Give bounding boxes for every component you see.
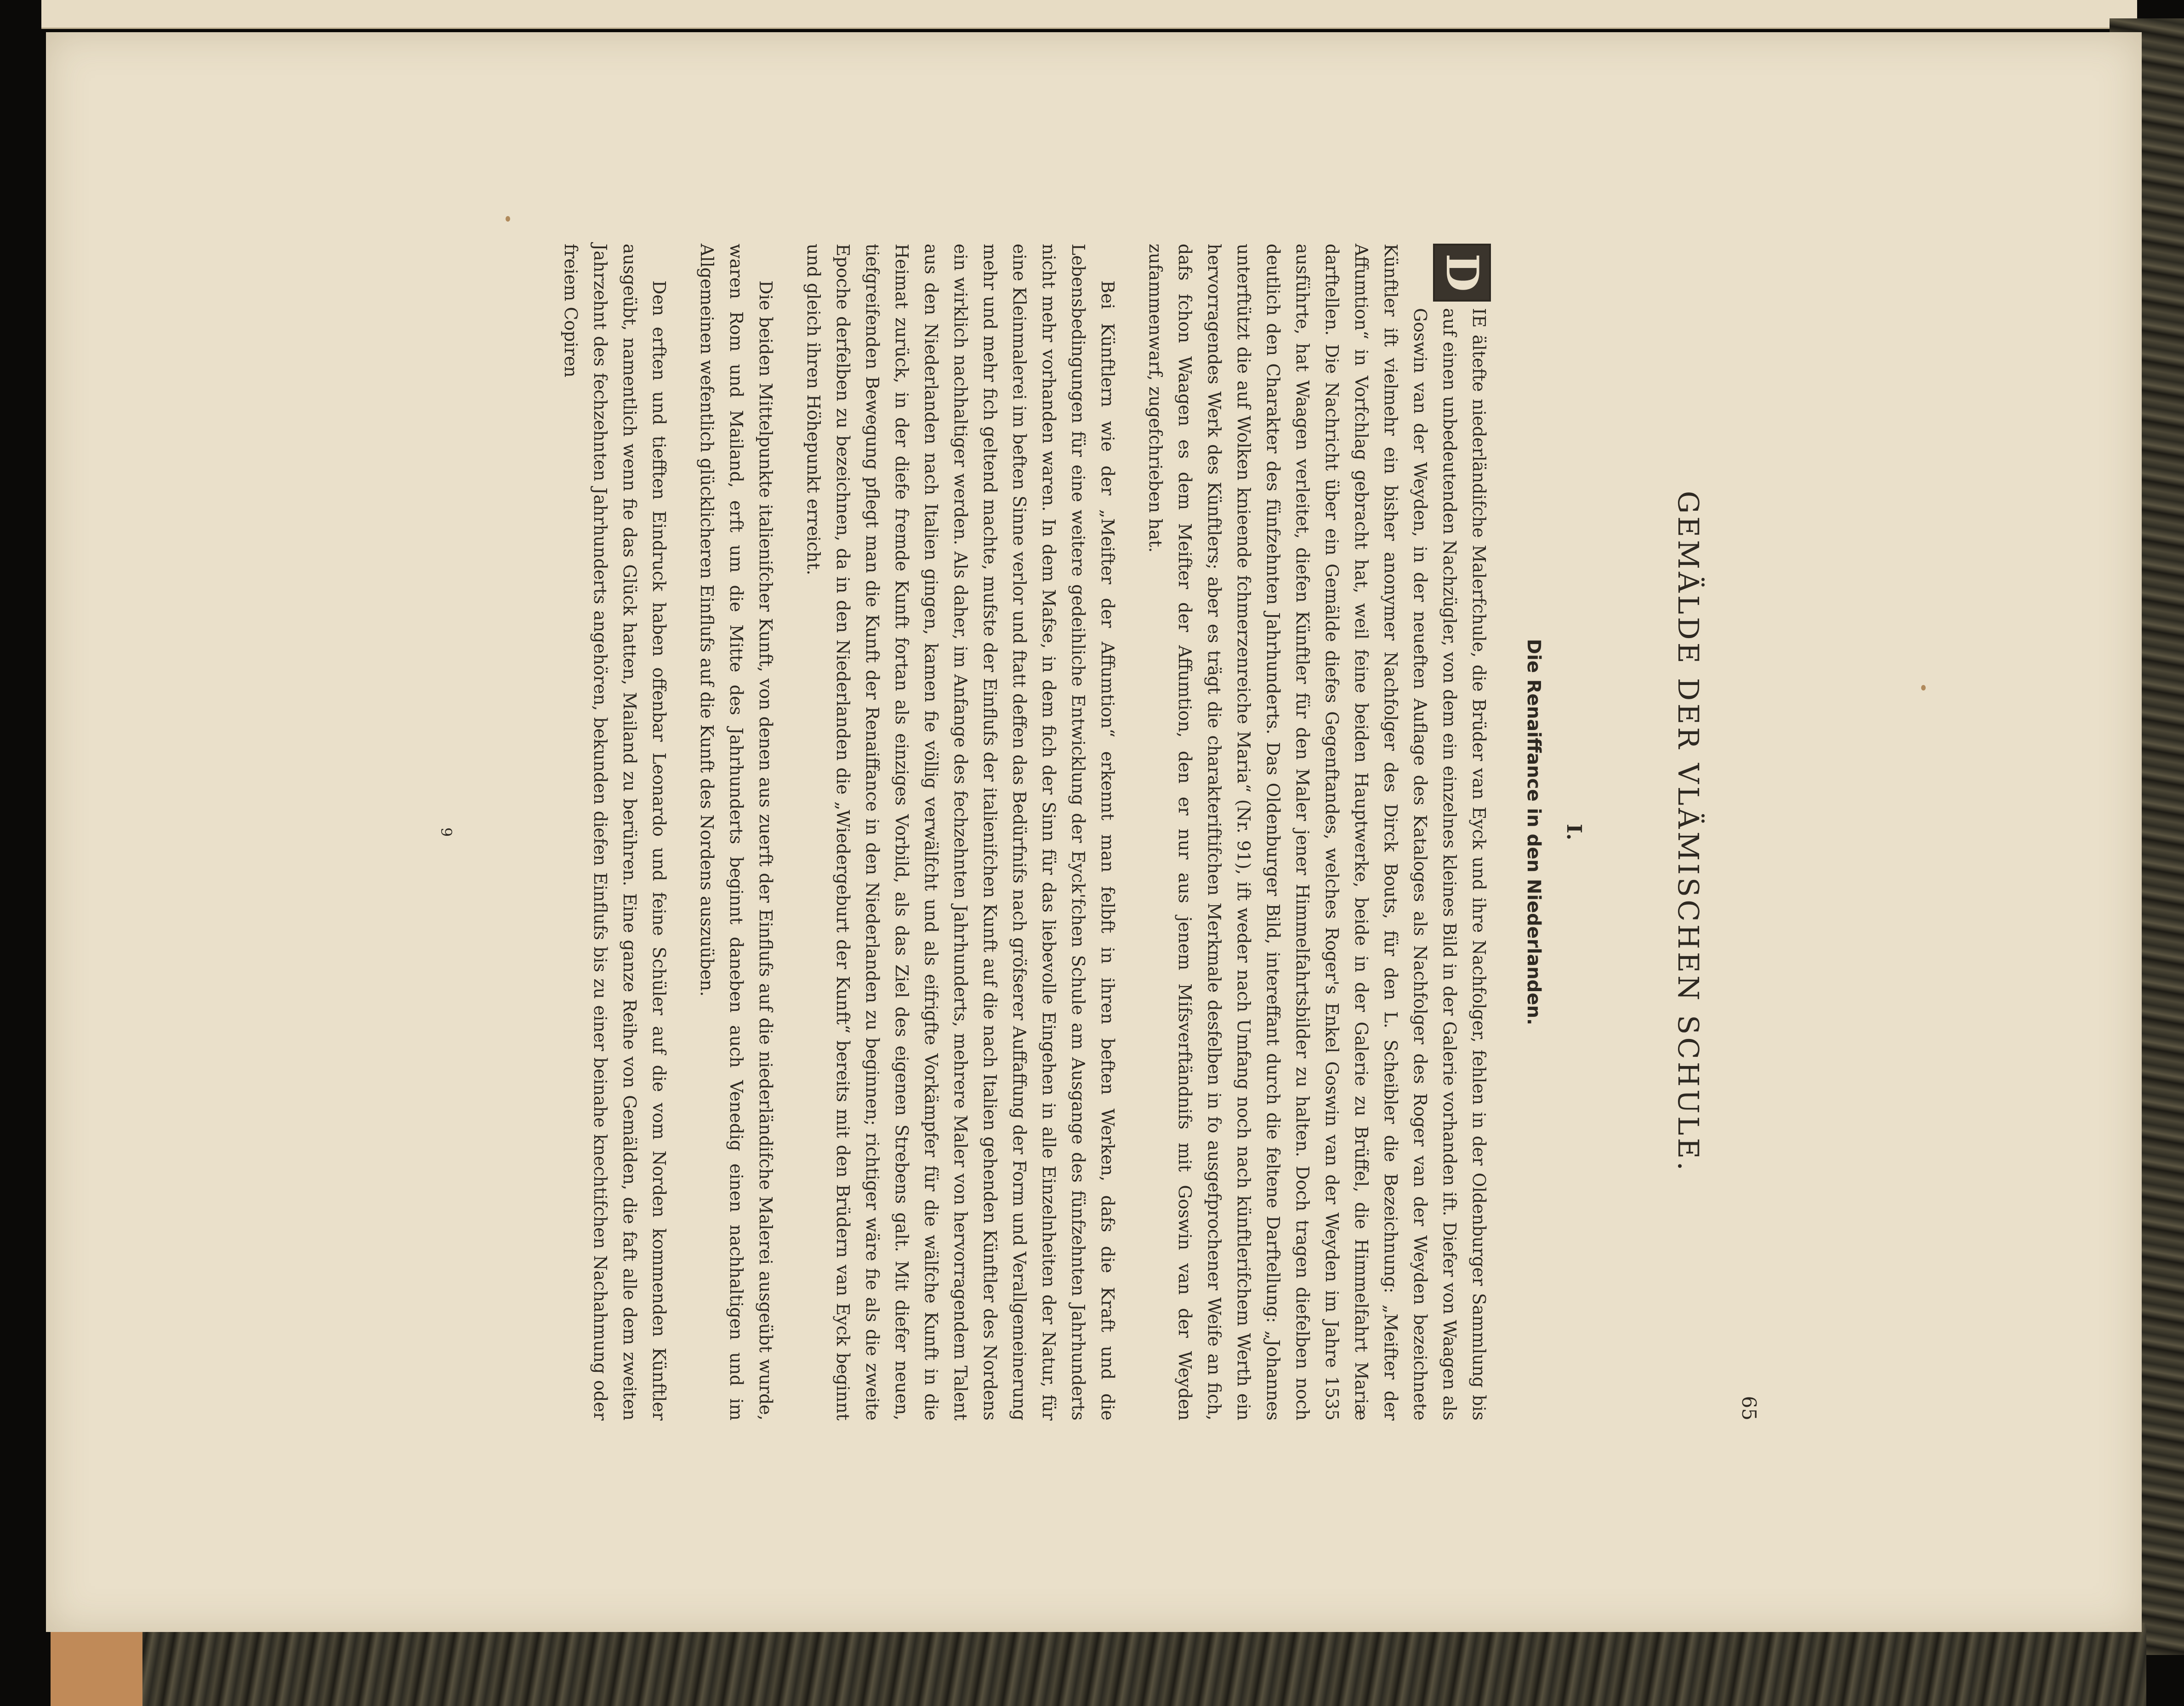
- body-text: [538, 244, 1494, 1421]
- leather-spine-corner: [51, 1623, 142, 1706]
- previous-leaf-edge: [41, 0, 2137, 29]
- page-number: 65: [1738, 1396, 1760, 1421]
- paper-spot: [506, 216, 510, 222]
- paragraph: Bei Künftlern wie der „Meifter der Affumtion“ erkennt man felbft in ihren beften Werken, dafs die Kraft und die Lebensbedingungen für eine weitere gedeihliche Entwicklung der Eyck'fchen Schule am Ausgange des fünfzehnten Jahrhunderts nicht mehr vorhanden waren. In dem Mafse, in dem fich der Sinn für das liebevolle Eingehen in alle Einzelnheiten der Natur, für eine Kleinmalerei im beften Sinne verlor und ftatt deffen das Bedürfnifs nach gröfserer Auffaffung der Form und Verallgemeinerung mehr und mehr fich geltend machte, mufste der Einflufs der italienifchen Kunft auf die nach Italien gehenden Künftler des Nordens ein wirklich nachhaltiger werden. Als daher, im Anfange des fechzehnten Jahrhunderts, mehrere Maler von hervorragendem Talent aus den Niederlanden nach Italien gingen, kamen fie völlig verwälfcht und als eifrigfte Vorkämpfer für die wälfche Kunft in die Heimat zurück, in der diefe fremde Kunft fortan als einziges Vorbild, als das Ziel des eigenen Strebens galt. Mit diefer neuen, tiefgreifenden Bewegung pflegt man die Kunft der Renaiffance in den Niederlanden zu beginnen; richtiger wäre fie als die zweite Epoche derfelben zu bezeichnen, da in den Niederlanden die „Wiedergeburt der Kunft“ bereits mit den Brüdern van Eyck beginnt und gleich ihren Höhepunkt erreicht.: [803, 244, 1118, 1421]
- paragraph: Den erften und tiefften Eindruck haben offenbar Leonardo und feine Schüler auf die vom Norden kommenden Künftler ausgeübt, namentlich wenn fie das Glück hatten, Mailand zu berühren. Eine ganze Reihe von Gemälden, die faft alle dem zweiten Jahrzehnt des fechzehnten Jahrhunderts angehören, bekunden diefen Einflufs bis zu einer beinahe knechtifchen Nachahmung oder freiem Copiren: [561, 244, 669, 1421]
- signature-mark: 9: [438, 827, 455, 837]
- paragraph: [1141, 244, 1494, 1421]
- chapter-numeral: I.: [1562, 824, 1586, 840]
- paper-spot: [1921, 685, 1926, 690]
- decorated-initial: D: [1433, 244, 1491, 302]
- book-page: [46, 32, 2142, 1632]
- page-content: [427, 244, 1760, 1421]
- paragraph: Die beiden Mittelpunkte italienifcher Kunft, von denen aus zuerft der Einflufs auf die niederländifche Malerei ausgeübt wurde, waren Rom und Mailand, erft um die Mitte des Jahrhunderts beginnt daneben auch Venedig einen nachhaltigen und im Allgemeinen wefentlich glücklicheren Einflufs auf die Kunft des Nordens auszuüben.: [697, 244, 776, 1421]
- section-title: GEMÄLDE DER VLÄMISCHEN SCHULE.: [1672, 491, 1705, 1174]
- chapter-title: Die Renaiffance in den Niederlanden.: [1523, 639, 1544, 1026]
- paragraph-text: IE ältefte niederländifche Malerfchule, die Brüder van Eyck und ihre Nachfolger, fehlen in der Oldenburger Sammlung bis auf einen unbedeutenden Nachzügler, von dem ein einzelnes kleines Bild in der Galerie vorhanden ift. Diefer von Waagen als Goswin van der Weyden, in der neueften Auflage des Kataloges als Nachfolger des Roger van der Weyden bezeichnete Künftler ift vielmehr ein bisher anonymer Nachfolger des Dirck Bouts, für den L. Scheibler die Bezeichnung: „Meifter der Affumtion“ in Vorfchlag gebracht hat, weil feine beiden Hauptwerke, beide in der Galerie zu Brüffel, die Himmelfahrt Mariæ darftellen. Die Nachricht über ein Gemälde diefes Gegenftandes, welches Roger's Enkel Goswin van der Weyden im Jahre 1535 ausführte, hat Waagen verleitet, diefen Künftler für den Maler jener Himmelfahrtsbilder zu halten. Doch tragen diefelben noch deutlich den Charakter des fünfzehnten Jahrhunderts. Das Oldenburger Bild, intereffant durch die feltene Darftellung: „Johannes unterftützt die auf Wolken knieende fchmerzenreiche Maria“ (Nr. 91), ift weder nach Umfang noch nach künftlerifchem Werth ein hervorragendes Werk des Künftlers; aber es trägt die charakteriftifchen Merkmale desfelben in fo ausgefprochener Weife an fich, dafs fchon Waagen es dem Meifter der Affumtion, den er nur aus jenem Mifsverftändnifs mit Goswin van der Weyden zufammenwarf, zugefchrieben hat.: [1145, 244, 1489, 1421]
- marbled-board-bottom: [51, 1623, 2146, 1706]
